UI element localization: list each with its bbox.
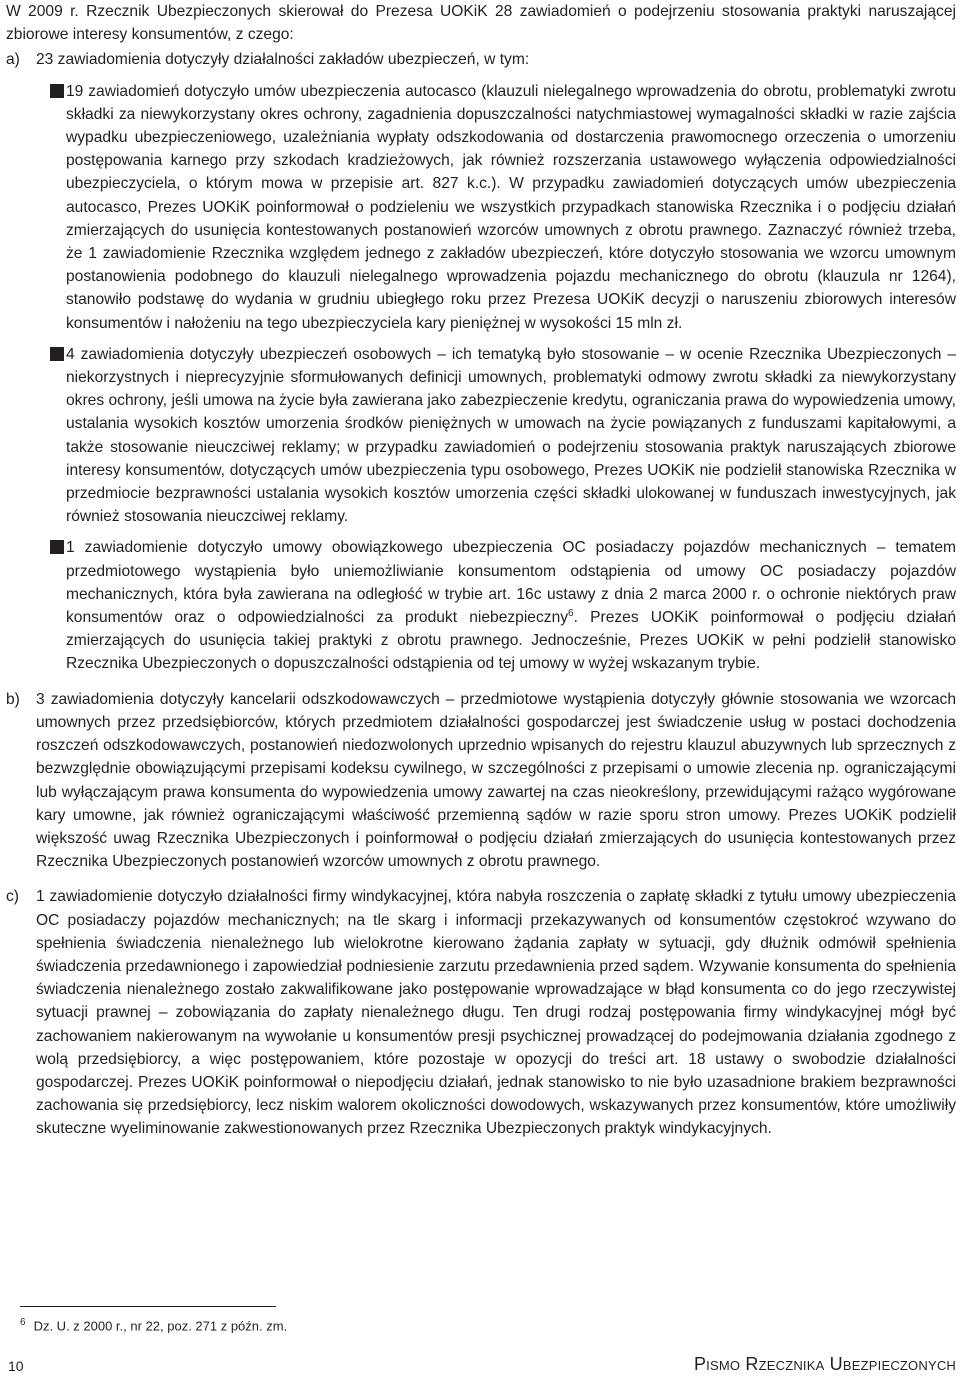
section-a-body — [36, 48, 956, 675]
journal-title: Pismo Rzecznika Ubezpieczonych — [693, 1354, 956, 1374]
square-bullet-icon — [50, 347, 64, 361]
square-bullet-icon — [50, 84, 64, 98]
square-bullet-icon — [50, 540, 64, 554]
bullet-text-oc-before: 1 zawiadomienie dotyczyło umowy obowiązkowego ubezpieczenia OC posiadaczy pojazdów mechanicznych – tematem przedmiotowego wystąpienia było uniemożliwianie konsumentom odstąpienia od umowy OC posiadaczy pojazdów mechanicznych, która była zawierana na odległość w trybie art. 16c ustawy z dnia 2 marca 2000 r. o ochronie niektórych praw konsumentów oraz o odpowiedzialności za produkt niebezpieczny — [66, 539, 956, 627]
section-a-heading: 23 zawiadomienia dotyczyły działalności zakładów ubezpieczeń, w tym: — [36, 51, 530, 69]
page-number: 10 — [8, 1358, 24, 1374]
section-a — [6, 48, 956, 675]
document-page — [6, 0, 956, 1141]
bullet-item-oc — [50, 536, 956, 675]
section-b — [6, 688, 956, 874]
footnote-mark: 6 — [20, 1317, 26, 1328]
footnote-text: Dz. U. z 2000 r., nr 22, poz. 271 z późn. zm. — [33, 1318, 288, 1334]
section-b-text: 3 zawiadomienia dotyczyły kancelarii odszkodowawczych – przedmiotowe wystąpienia dotyczyły głównie stosowania we wzorcach umownych przez przedsiębiorców, których przedmiotem działalności gospodarczej jest świadczenie usług w postaci dochodzenia roszczeń odszkodowawczych, postanowień niedozwolonych uprzednio wpisanych do rejestru klauzul abuzywnych lub sprzecznych z bezwzględnie obowiązującymi przepisami kodeksu cywilnego, w szczególności z przepisami o umowie zlecenia np. ograniczającymi lub wyłączającym prawa konsumenta do wypowiedzenia umowy zawartej na czas nieokreślony, przewidującymi rażąco wygórowane kary umowne, jak również ograniczającymi właściwość przemienną sądów w razie sporu stron umowy. Prezes UOKiK podzielił większość uwag Rzecznika Ubezpieczonych i poinformował o podjęciu działań zmierzających do usunięcia kontestowanych przez Rzecznika Ubezpieczonych postanowień wzorców umownych z obrotu prawnego. — [36, 690, 956, 871]
section-b-letter: b) — [6, 690, 20, 708]
section-a-letter: a) — [6, 51, 20, 69]
bullet-text-autocasco: 19 zawiadomień dotyczyło umów ubezpieczenia autocasco (klauzuli nielegalnego wprowadzenia do obrotu, problematyki zwrotu składki za niewykorzystany okres ochrony, zagadnienia dopuszczalności natychmiastowej wymagalności składki w razie zajścia wypadku ubezpieczeniowego, uzależniania wypłaty odszkodowania od dostarczenia prawomocnego orzeczenia o umorzeniu postępowania karnego przy szkodach kradzieżowych, jak również rozszerzania ustawowego wyłączenia odpowiedzialności ubezpieczyciela, o którym mowa w przepisie art. 827 k.c.). W przypadku zawiadomień dotyczących umów ubezpieczenia autocasco, Prezes UOKiK poinformował o podzieleniu we wszystkich przypadkach stanowiska Rzecznika i o podjęciu działań zmierzających do usunięcia kontestowanych postanowień wzorców umownych z obrotu prawnego. Zaznaczyć również trzeba, że 1 zawiadomienie Rzecznika względem jednego z zakładów ubezpieczeń, które dotyczyło stosowania we wzorcu umownym postanowienia podobnego do klauzuli nielegalnego wprowadzenia pojazdu mechanicznego do obrotu (klauzula nr 1264), stanowiło podstawę do wydania w grudniu ubiegłego roku przez Prezesa UOKiK decyzji o naruszeniu zbiorowych interesów konsumentów i nałożeniu na tego ubezpieczyciela kary pieniężnej w wysokości 15 mln zł. — [66, 82, 956, 332]
footnote-ref: 6 — [568, 607, 574, 619]
bullet-item-autocasco — [50, 80, 956, 335]
bullet-text-osobowe: 4 zawiadomienia dotyczyły ubezpieczeń osobowych – ich tematyką było stosowanie – w ocenie Rzecznika Ubezpieczonych – niekorzystnych i nieprecyzyjnie sformułowanych definicji umownych, problematyki odmowy zwrotu składki za niewykorzystany okres ochrony, jeśli umowa na życie była zawierana jako zabezpieczenie kredytu, ograniczania prawa do wypowiedzenia umowy, ustalania wysokich kosztów umorzenia środków pieniężnych w umowach na życie powiązanych z funduszami kapitałowymi, a także stosowanie nieuczciwej reklamy; w przypadku zawiadomień o podejrzeniu stosowania praktyk naruszających zbiorowe interesy konsumentów, dotyczących umów ubezpieczenia typu osobowego, Prezes UOKiK nie podzielił stanowiska Rzecznika w przedmiocie bezprawności ustalania wysokich kosztów umorzenia części składki ulokowanej w funduszach inwestycyjnych, jak również stosowania nieuczciwej reklamy. — [66, 345, 956, 526]
intro-paragraph: W 2009 r. Rzecznik Ubezpieczonych skierował do Prezesa UOKiK 28 zawiadomień o podejrzeniu stosowania praktyki naruszającej zbiorowe interesy konsumentów, z czego: — [6, 3, 956, 44]
section-c — [6, 885, 956, 1140]
section-c-letter: c) — [6, 888, 19, 906]
bullet-text-oc — [66, 536, 956, 675]
bullet-text-oc-after: . Prezes UOKiK poinformował o podjęciu działań zmierzających do usunięcia takiej praktyki z obrotu prawnego. Jednocześnie, Prezes UOKiK w pełni podzielił stanowisko Rzecznika Ubezpieczonych o dopuszczalności odstąpienia od tej umowy w wyżej wskazanym trybie. — [66, 609, 956, 673]
footnote-divider — [20, 1306, 276, 1307]
section-c-text: 1 zawiadomienie dotyczyło działalności firmy windykacyjnej, która nabyła roszczenia o zapłatę składki z tytułu umowy ubezpieczenia OC posiadaczy pojazdów mechanicznych; na tle skarg i informacji przekazywanych od konsumentów częstokroć wzywano do spełnienia świadczenia nienależnego lub wielokrotne kierowano żądania zapłaty w sytuacji, gdy dłużnik odmówił spełnienia świadczenia przedawnionego i zapowiedział podniesienie zarzutu przedawnienia przed sądem. Wzywanie konsumenta do spełnienia świadczenia nienależnego zostało zakwalifikowane jako postępowanie wprowadzające w błąd konsumenta co do jego rzeczywistej sytuacji prawnej – zobowiązania do zapłaty nienależnego długu. Ten drugi rodzaj postępowania firmy windykacyjnej mógł być zachowaniem nakierowanym na wywołanie u konsumentów presji psychicznej prowadzącej do podejmowania działania zgodnego z wolą przedsiębiorcy, a więc postępowaniem, które pozostaje w opozycji do treści art. 18 ustawy o swobodzie działalności gospodarczej. Prezes UOKiK poinformował o niepodjęciu działań, jednak stanowisko to nie było uzasadnione brakiem bezprawności zachowania się przedsiębiorcy, lecz niskim walorem okoliczności dowodowych, wskazywanych przez konsumentów, które umożliwiły skuteczne wyeliminowanie zakwestionowanych przez Rzecznika Ubezpieczonych praktyk windykacyjnych. — [36, 888, 956, 1138]
footnote — [20, 1314, 287, 1335]
bullet-item-osobowe — [50, 343, 956, 529]
